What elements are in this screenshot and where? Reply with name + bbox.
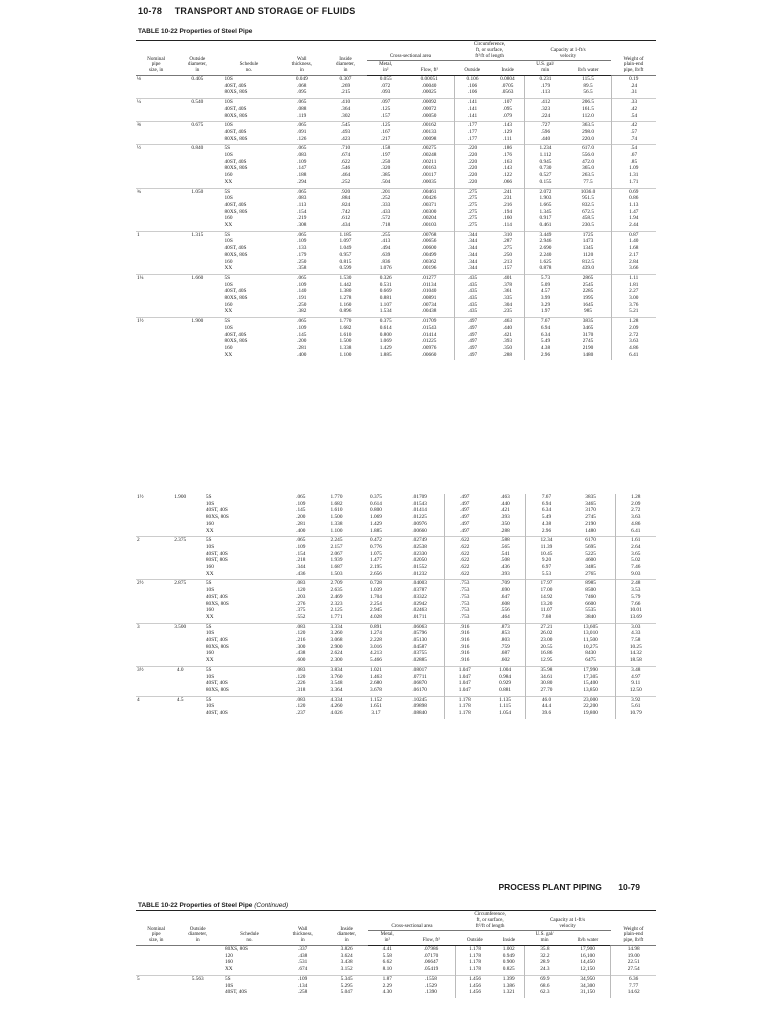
cell-wall-thickness: .065 .088 .119 — [279, 99, 324, 122]
cell-us-gal-min: 12.34 11.39 10.45 9.20 6.97 5.53 — [526, 537, 567, 580]
cell-nominal-size: 1½ — [137, 494, 144, 500]
cell-schedule: 5S 10S 40ST, 40S 80XS, 80S 160 XX — [219, 318, 280, 361]
cell-us-gal-min: 46.0 44.4 39.6 — [526, 696, 567, 719]
col-us-gal-min: U.S. gal/ min — [524, 931, 565, 946]
cell-wall-thickness: .065 .109 .145 .200 .281 .400 — [296, 494, 306, 534]
cell-outside-diameter: 3.500 — [160, 623, 199, 666]
table-row — [136, 975, 656, 998]
table-title: Properties of Steel Pipe — [179, 28, 253, 35]
cell-outside-circumference: .622 .622 .622 .622 .622 .622 — [444, 537, 485, 580]
cell-nominal-size: ¼ — [136, 99, 176, 122]
cell-outside-diameter: 0.675 — [176, 122, 218, 145]
table-row — [136, 696, 656, 719]
col-outside-circumference: Outside — [454, 61, 490, 76]
cell-nominal-size: ¾ — [136, 188, 176, 231]
table-row — [136, 945, 656, 975]
cell-nominal-size: 3 — [136, 623, 160, 666]
cell-metal-area: .201 .252 .333 .433 .572 .718 — [367, 188, 405, 231]
cell-inside-diameter: .545 .493 .423 — [324, 122, 366, 145]
cell-weight: 14.98 19.00 22.51 27.54 — [611, 945, 656, 975]
cell-outside-diameter: 0.540 — [176, 99, 218, 122]
cell-inside-diameter: 2.709 2.635 2.469 2.323 2.125 1.771 — [317, 580, 356, 623]
cell-lb-h-water: 617.0 556.0 472.0 365.0 263.5 77.5 — [565, 145, 611, 188]
col-inside-circumference: Inside — [490, 61, 525, 76]
steel-pipe-table — [136, 40, 656, 360]
page-10-78 — [108, 0, 668, 472]
cell-inside-circumference: 1.135 1.115 1.054 — [485, 696, 526, 719]
cell-weight: .33 .42 .54 — [611, 99, 656, 122]
cell-lb-h-water: 115.5 89.5 56.5 — [582, 75, 594, 96]
cell-us-gal-min: 7.67 6.94 6.34 5.49 4.38 2.96 — [525, 318, 566, 361]
cell-schedule: 5S 10S 40ST, 40S 80XS, 80S 160 XX — [200, 580, 285, 623]
cell-weight: 1.61 2.64 3.65 5.02 7.46 9.03 — [615, 537, 656, 580]
cell-schedule: 5S 10S 40ST, 40S — [219, 975, 280, 998]
cell-inside-circumference: .463 .440 .421 .393 .350 .288 — [490, 318, 525, 361]
cell-weight: 1.28 2.09 2.72 3.63 4.86 6.41 — [611, 318, 656, 361]
cell-lb-h-water: 2865 2545 2285 1995 1645 985 — [565, 274, 611, 317]
table-row — [136, 537, 656, 580]
cell-inside-circumference: 0.0804 .0705 .0563 — [500, 75, 515, 96]
steel-pipe-table-continued — [136, 494, 656, 719]
cell-inside-circumference: .107 .095 .079 — [490, 99, 525, 122]
cell-weight: .42 .57 .74 — [611, 122, 656, 145]
col-metal-area: Metal, in² — [368, 931, 407, 946]
cell-outside-circumference: 1.456 1.456 1.456 — [456, 975, 494, 998]
cell-lb-h-water: 3835 3465 3170 2745 2190 1480 — [565, 318, 611, 361]
cell-us-gal-min: 0.231 .179 .113 — [525, 75, 566, 98]
cell-us-gal-min: 35.98 34.61 30.80 27.70 — [526, 666, 567, 696]
cell-lb-h-water: 1036.0 951.5 832.5 672.5 458.5 230.5 — [565, 188, 611, 231]
table-row — [136, 318, 656, 361]
cell-outside-circumference: .916 .916 .916 .916 .916 .916 — [444, 623, 485, 666]
cell-outside-circumference: .497 .497 .497 .497 .497 .497 — [454, 318, 490, 361]
col-group-cross-section: Cross-sectional area — [368, 911, 456, 931]
cell-metal-area: 0.472 0.776 1.075 1.477 2.195 2.656 — [356, 537, 395, 580]
col-lb-h-water: lb/h water — [565, 61, 611, 76]
table-row — [136, 580, 656, 623]
cell-weight: 2.48 3.53 5.79 7.66 10.01 13.69 — [615, 580, 656, 623]
cell-us-gal-min: 3.449 2.946 2.690 2.240 1.625 0.878 — [525, 231, 566, 274]
cell-nominal-size: 5 — [136, 975, 176, 998]
table-row — [136, 623, 656, 666]
cell-nominal-size: ½ — [136, 145, 176, 188]
table-row — [136, 494, 656, 537]
col-inside-circumference: Inside — [494, 931, 525, 946]
cell-outside-diameter: 1.900 — [174, 494, 187, 500]
cell-schedule: 5S 10S 40ST, 40S 80XS, 80S 160 XX — [219, 188, 280, 231]
cell-inside-diameter: 1.530 1.442 1.380 1.278 1.160 0.896 — [324, 274, 366, 317]
cell-flow-area: .00768 .00656 .00600 .00499 .00362 .00196 — [405, 231, 455, 274]
cell-inside-diameter: .410 .364 .302 — [324, 99, 366, 122]
cell-nominal-size: 1 — [136, 231, 176, 274]
cell-inside-diameter: .710 .674 .622 .546 .464 .252 — [324, 145, 366, 188]
cell-lb-h-water: 206.5 161.5 112.0 — [565, 99, 611, 122]
cell-weight: 3.03 4.33 7.58 10.25 14.32 18.58 — [615, 623, 656, 666]
col-inside-diameter: Inside diameter, in — [324, 41, 366, 76]
col-group-cross-section: Cross-sectional area — [367, 41, 455, 61]
cell-lb-h-water: 23,000 22,200 19,800 — [567, 696, 615, 719]
cell-metal-area: 0.891 1.274 2.228 3.016 4.213 5.466 — [356, 623, 395, 666]
cell-metal-area: 1.152 1.651 3.17 — [356, 696, 395, 719]
cell-us-gal-min: 1.234 1.112 0.945 0.730 0.527 0.155 — [525, 145, 566, 188]
cell-outside-diameter: 0.405 — [191, 75, 204, 82]
col-group-circumference: Circumference, ft, or surface, ft²/ft of length — [454, 41, 525, 61]
col-group-capacity: Capacity at 1-ft/s velocity — [525, 41, 611, 61]
cell-flow-area: .01277 .01134 .01040 .00891 .00734 .00438 — [405, 274, 455, 317]
cell-weight: 1.28 2.09 2.72 3.63 4.86 6.41 — [615, 494, 656, 537]
col-outside-diameter: Outside diameter, in — [176, 911, 219, 946]
cell-nominal-size: ⅜ — [136, 122, 176, 145]
cell-outside-circumference: 1.178 1.178 1.178 1.178 — [456, 945, 494, 975]
running-title: TRANSPORT AND STORAGE OF FLUIDS — [174, 6, 356, 16]
cell-nominal-size — [136, 945, 176, 975]
cell-wall-thickness: .065 .109 .140 .191 .250 .382 — [279, 274, 324, 317]
cell-us-gal-min: 17.97 17.00 14.92 13.20 11.07 7.68 — [526, 580, 567, 623]
cell-inside-diameter: 1.770 1.682 1.610 1.500 1.338 1.100 — [324, 318, 366, 361]
table-row — [136, 188, 656, 231]
cell-lb-h-water: 8985 8500 7460 6600 5535 3840 — [567, 580, 615, 623]
page-number: 10-78 — [138, 6, 163, 16]
cell-weight: .54 .67 .85 1.09 1.31 1.71 — [611, 145, 656, 188]
cell-outside-diameter: 1.315 — [176, 231, 218, 274]
cell-nominal-size: 3½ — [136, 666, 160, 696]
cell-schedule: 10S 40ST, 40S 80XS, 80S — [219, 122, 280, 145]
table-caption — [138, 28, 252, 35]
table-row — [136, 99, 656, 122]
cell-metal-area: .255 .413 .494 .639 .836 1.076 — [367, 231, 405, 274]
cell-metal-area: 4.41 5.58 6.62 8.10 — [382, 945, 392, 973]
table-row — [136, 122, 656, 145]
col-outside-diameter: Outside diameter, in — [176, 41, 218, 76]
cell-metal-area: .125 .167 .217 — [367, 122, 405, 145]
col-us-gal-min: U.S. gal/ min — [525, 61, 566, 76]
col-flow-area: Flow, ft² — [407, 931, 456, 946]
cell-wall-thickness: .065 .109 .154 .218 .344 .436 — [285, 537, 317, 580]
table-caption — [138, 902, 288, 909]
table-row — [136, 666, 656, 696]
cell-flow-area: .08017 .07711 .06870 .06170 — [396, 666, 444, 696]
cell-outside-circumference: .275 .275 .275 .275 .275 .275 — [454, 188, 490, 231]
cell-us-gal-min: 5.73 5.09 4.57 3.99 3.29 1.97 — [525, 274, 566, 317]
cell-lb-h-water: 17,990 17,305 15,400 13,850 — [567, 666, 615, 696]
cell-us-gal-min: 27.21 26.02 23.00 20.55 16.86 12.95 — [526, 623, 567, 666]
cell-metal-area: 0.375 0.614 0.800 1.069 1.429 1.885 — [370, 494, 382, 534]
cell-lb-h-water: 6170 5695 5225 4600 3485 2765 — [567, 537, 615, 580]
cell-us-gal-min: 2.072 1.903 1.665 1.345 0.917 0.461 — [525, 188, 566, 231]
cell-inside-diameter: 4.334 4.260 4.026 — [317, 696, 356, 719]
cell-schedule: 5S 10S 40ST, 40S 80XS, 80S 160 XX — [205, 494, 229, 534]
cell-outside-circumference: .220 .220 .220 .220 .220 .220 — [454, 145, 490, 188]
col-wall-thickness: Wall thickness, in — [280, 911, 325, 946]
cell-metal-area: 0.055 .072 .093 — [379, 75, 392, 96]
cell-flow-area: .01709 .01543 .01414 .01225 .00976 .00660 — [405, 318, 455, 361]
cell-outside-diameter — [176, 945, 219, 975]
cell-weight: 0.19 .24 .31 — [611, 75, 656, 98]
cell-outside-diameter: 4.5 — [160, 696, 199, 719]
cell-outside-circumference: .344 .344 .344 .344 .344 .344 — [454, 231, 490, 274]
cell-nominal-size: 1¼ — [136, 274, 176, 317]
cell-outside-circumference: 0.106 .106 .106 — [454, 75, 490, 98]
cell-flow-area: .00461 .00426 .00371 .00300 .00204 .00103 — [405, 188, 455, 231]
cell-outside-circumference: .753 .753 .753 .753 .753 .753 — [444, 580, 485, 623]
table-label: TABLE 10-22 — [138, 902, 178, 909]
table-row — [136, 231, 656, 274]
cell-flow-area: .04003 .03787 .03322 .02942 .02463 .01711 — [396, 580, 444, 623]
table-row — [136, 75, 656, 98]
cell-outside-circumference: .177 .177 .177 — [454, 122, 490, 145]
cell-metal-area: 1.021 1.463 2.680 3.678 — [356, 666, 395, 696]
cell-inside-diameter: 1.770 1.682 1.610 1.500 1.338 1.100 — [330, 494, 343, 534]
cell-nominal-size: 4 — [136, 696, 160, 719]
cell-nominal-size: 1½ — [136, 318, 176, 361]
cell-outside-circumference: 1.047 1.047 1.047 1.047 — [444, 666, 485, 696]
cell-metal-area: 0.728 1.039 1.704 2.254 2.945 4.028 — [356, 580, 395, 623]
cell-inside-circumference: .186 .176 .163 .143 .122 .066 — [490, 145, 525, 188]
col-flow-area: Flow, ft² — [405, 61, 455, 76]
cell-schedule: 5S 10S 40ST, 40S 80XS, 80S — [200, 666, 285, 696]
cell-flow-area: .1558 .1529 .1390 — [407, 975, 456, 998]
cell-outside-circumference: .497 .497 .497 .497 .497 .497 — [444, 494, 485, 537]
cell-inside-circumference: 1.002 0.949 0.900 0.825 — [502, 945, 515, 973]
cell-weight: 3.92 5.61 10.79 — [615, 696, 656, 719]
cell-flow-area: 0.00051 .00040 .00025 — [420, 75, 438, 96]
table-title: Properties of Steel Pipe — [179, 902, 253, 909]
cell-inside-circumference: .873 .853 .803 .759 .687 .602 — [485, 623, 526, 666]
steel-pipe-table — [136, 910, 656, 998]
cell-wall-thickness: .065 .109 .133 .179 .250 .358 — [279, 231, 324, 274]
cell-outside-diameter: 2.375 — [160, 537, 199, 580]
cell-lb-h-water: 17,900 16,100 14,450 12,150 — [580, 945, 595, 973]
cell-outside-diameter: 0.840 — [176, 145, 218, 188]
col-schedule: Schedule no. — [219, 911, 280, 946]
cell-outside-diameter: 4.0 — [160, 666, 199, 696]
col-metal-area: Metal, in² — [367, 61, 405, 76]
cell-schedule: 10S 40ST, 40S 80XS, 80S — [224, 75, 248, 96]
cell-outside-diameter: 2.875 — [160, 580, 199, 623]
cell-inside-circumference: .310 .287 .275 .250 .213 .157 — [490, 231, 525, 274]
col-weight: Weight of plain-end pipe, lb/ft — [611, 41, 656, 76]
cell-outside-circumference: .141 .141 .141 — [454, 99, 490, 122]
cell-schedule: 10S 40ST, 40S 80XS, 80S — [219, 99, 280, 122]
cell-flow-area: .02749 .02538 .02330 .02050 .01552 .01232 — [396, 537, 444, 580]
page-10-79 — [108, 874, 668, 1024]
cell-inside-circumference: .588 .565 .541 .508 .436 .393 — [485, 537, 526, 580]
cell-flow-area: .00162 .00133 .00098 — [405, 122, 455, 145]
cell-lb-h-water: 34,950 34,300 31,150 — [565, 975, 611, 998]
cell-wall-thickness: .083 .120 .216 .300 .438 .600 — [285, 623, 317, 666]
cell-inside-diameter: 2.245 2.157 2.067 1.939 1.687 1.503 — [317, 537, 356, 580]
cell-inside-circumference: .143 .129 .111 — [490, 122, 525, 145]
table-continued-note: (Continued) — [254, 902, 289, 909]
cell-flow-area: .01709 .01543 .01414 .01225 .00976 .00660 — [412, 494, 427, 534]
cell-schedule: 5S 10S 40ST, 40S 80XS, 80S 160 XX — [219, 231, 280, 274]
cell-outside-diameter: 1.050 — [176, 188, 218, 231]
cell-inside-diameter: 3.834 3.760 3.548 3.364 — [317, 666, 356, 696]
col-group-capacity: Capacity at 1-ft/s velocity — [524, 911, 611, 931]
cell-flow-area: .10245 .09898 .08840 — [396, 696, 444, 719]
cell-inside-diameter: 3.826 3.624 3.438 3.152 — [340, 945, 353, 973]
cell-lb-h-water: 3835 3465 3170 2745 2190 1480 — [585, 494, 596, 534]
col-weight: Weight of plain-end pipe, lb/ft — [611, 911, 656, 946]
cell-inside-diameter: 0.307 .269 .215 — [339, 75, 352, 96]
col-nominal-size: Nominal pipe size, in — [136, 911, 176, 946]
cell-nominal-size: 2 — [136, 537, 160, 580]
cell-wall-thickness: .083 .120 .237 — [285, 696, 317, 719]
cell-lb-h-water: 1725 1473 1345 1120 812.5 439.0 — [565, 231, 611, 274]
cell-us-gal-min: 69.9 68.6 62.3 — [524, 975, 565, 998]
cell-inside-circumference: .241 .231 .216 .194 .160 .114 — [490, 188, 525, 231]
cell-flow-area: .07986 .07170 .06647 .05419 — [423, 945, 439, 973]
cell-metal-area: .158 .197 .250 .320 .385 .504 — [367, 145, 405, 188]
cell-inside-diameter: 1.185 1.097 1.049 0.957 0.815 0.599 — [324, 231, 366, 274]
cell-wall-thickness: .109 .134 .258 — [280, 975, 325, 998]
cell-outside-circumference: 1.178 1.178 1.178 — [444, 696, 485, 719]
page-header — [138, 6, 355, 16]
page-number: 10-79 — [618, 882, 640, 892]
cell-inside-circumference: .463 .440 .421 .393 .350 .288 — [500, 494, 510, 534]
cell-lb-h-water: 363.5 298.0 220.0 — [565, 122, 611, 145]
cell-metal-area: .097 .125 .157 — [367, 99, 405, 122]
cell-outside-diameter: 5.563 — [176, 975, 219, 998]
cell-nominal-size: 2½ — [136, 580, 160, 623]
cell-weight: 0.69 0.86 1.13 1.47 1.94 2.44 — [611, 188, 656, 231]
cell-wall-thickness: .083 .120 .203 .276 .375 .552 — [285, 580, 317, 623]
cell-us-gal-min: 7.67 6.94 6.34 5.49 4.38 2.96 — [526, 494, 567, 537]
cell-schedule: 5S 10S 40ST, 40S 80ST, 80S 160 XX — [200, 537, 285, 580]
cell-nominal-size: ⅛ — [137, 75, 141, 82]
col-lb-h-water: lb/h water — [565, 931, 611, 946]
cell-metal-area: 0.326 0.531 0.669 0.881 1.107 1.534 — [367, 274, 405, 317]
running-title: PROCESS PLANT PIPING — [498, 882, 602, 892]
cell-inside-diameter: 3.334 3.260 3.068 2.900 2.624 2.300 — [317, 623, 356, 666]
cell-weight: 0.87 1.40 1.68 2.17 2.84 3.66 — [611, 231, 656, 274]
cell-lb-h-water: 13,605 13,010 11,500 10,275 8430 6475 — [567, 623, 615, 666]
cell-wall-thickness: .065 .083 .113 .154 .219 .308 — [279, 188, 324, 231]
cell-flow-area: .00275 .00248 .00211 .00163 .00117 .00035 — [405, 145, 455, 188]
cell-outside-diameter: 1.900 — [176, 318, 218, 361]
cell-flow-area: .00092 .00072 .00050 — [405, 99, 455, 122]
cell-outside-diameter: 1.660 — [176, 274, 218, 317]
col-wall-thickness: Wall thickness, in — [279, 41, 324, 76]
cell-inside-circumference: 1.004 0.984 0.929 0.881 — [485, 666, 526, 696]
cell-wall-thickness: .337 .438 .531 .674 — [298, 945, 308, 973]
page-continuation-block — [108, 484, 668, 874]
cell-us-gal-min: .412 .323 .224 — [525, 99, 566, 122]
cell-inside-diameter: 5.345 5.295 5.047 — [325, 975, 368, 998]
cell-inside-circumference: .401 .378 .361 .335 .304 .235 — [490, 274, 525, 317]
cell-flow-area: .06063 .05796 .05130 .04587 .03755 .02885 — [396, 623, 444, 666]
col-group-circumference: Circumference, ft, or surface, ft²/ft of length — [456, 911, 524, 931]
cell-us-gal-min: .727 .596 .440 — [525, 122, 566, 145]
cell-metal-area: 1.87 2.29 4.30 — [368, 975, 407, 998]
page-header — [498, 882, 640, 892]
cell-schedule: 80XS, 80S 120 160 XX — [224, 945, 248, 973]
col-nominal-size: Nominal pipe size, in — [136, 41, 176, 76]
cell-wall-thickness: .083 .120 .226 .318 — [285, 666, 317, 696]
cell-weight: 1.11 1.81 2.27 3.00 3.76 5.21 — [611, 274, 656, 317]
cell-weight: 6.36 7.77 14.62 — [611, 975, 656, 998]
cell-outside-circumference: .435 .435 .435 .435 .435 .435 — [454, 274, 490, 317]
cell-schedule: 5S 10S 40ST, 40S 80XS, 80S 160 XX — [219, 145, 280, 188]
cell-inside-diameter: .920 .884 .824 .742 .612 .434 — [324, 188, 366, 231]
col-schedule: Schedule no. — [219, 41, 280, 76]
cell-weight: 3.48 4.97 9.11 12.50 — [615, 666, 656, 696]
cell-inside-circumference: 1.399 1.386 1.321 — [494, 975, 525, 998]
cell-wall-thickness: .065 .109 .145 .200 .281 .400 — [279, 318, 324, 361]
cell-wall-thickness: 0.049 .068 .095 — [295, 75, 308, 96]
cell-schedule: 5S 10S 40ST, 40S 80XS, 80S 160 XX — [200, 623, 285, 666]
col-inside-diameter: Inside diameter, in — [325, 911, 368, 946]
cell-us-gal-min: 35.8 32.2 28.9 24.3 — [524, 945, 565, 975]
cell-schedule: 5S 10S 40ST, 40S 80XS, 80S 160 XX — [219, 274, 280, 317]
cell-wall-thickness: .065 .083 .109 .147 .188 .294 — [279, 145, 324, 188]
table-row — [136, 274, 656, 317]
cell-wall-thickness: .065 .091 .126 — [279, 122, 324, 145]
cell-metal-area: 0.375 0.614 0.800 1.069 1.429 1.885 — [367, 318, 405, 361]
cell-schedule: 5S 10S 40ST, 40S — [200, 696, 285, 719]
table-label: TABLE 10-22 — [138, 28, 178, 35]
col-outside-circumference: Outside — [456, 931, 494, 946]
cell-inside-circumference: .709 .690 .647 .608 .556 .464 — [485, 580, 526, 623]
table-row — [136, 145, 656, 188]
